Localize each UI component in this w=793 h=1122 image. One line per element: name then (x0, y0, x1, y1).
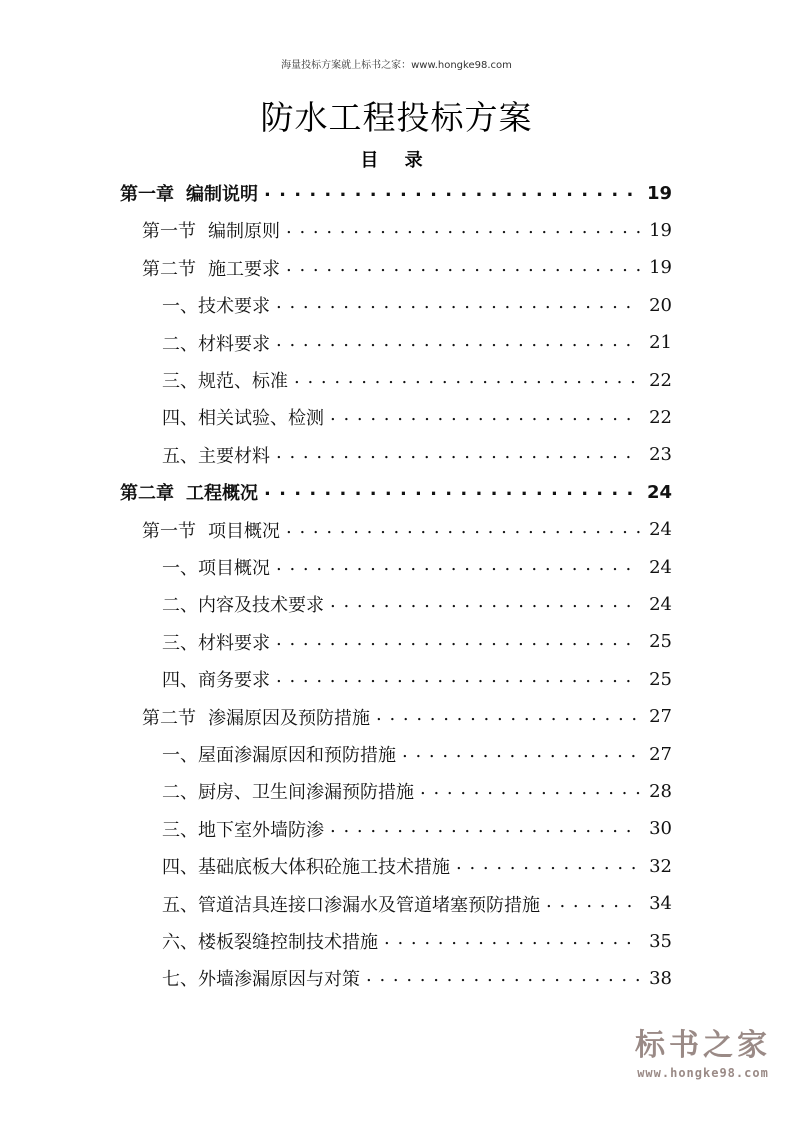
toc-entry-label (162, 816, 324, 842)
toc-entry-label (162, 367, 288, 393)
toc-dot-leader (276, 445, 640, 465)
toc-page-number: 25 (649, 668, 672, 690)
toc-entry[interactable] (162, 586, 672, 622)
toc-entry-label (120, 180, 258, 206)
toc-dot-leader (294, 370, 640, 390)
toc-entry-text: 相关试验、检测 (198, 408, 324, 430)
toc-entry-text: 编制说明 (186, 184, 258, 205)
toc-dot-leader (286, 258, 640, 278)
toc-page-number: 19 (646, 182, 672, 204)
toc-entry-number: 一、 (162, 296, 198, 318)
toc-entry-label (162, 629, 270, 655)
toc-dot-leader (330, 819, 640, 839)
toc-dot-leader (456, 856, 640, 876)
toc-entry-label (162, 330, 270, 356)
toc-entry[interactable] (162, 736, 672, 772)
toc-page-number: 24 (646, 481, 672, 503)
toc-entry-number: 第二节 (142, 707, 196, 729)
toc-page-number: 19 (649, 257, 672, 279)
toc-entry-number: 五、 (162, 445, 198, 467)
toc-page-number: 21 (649, 332, 672, 354)
toc-dot-leader (366, 968, 640, 988)
toc-page-number: 24 (649, 593, 672, 615)
toc-entry-label (162, 554, 270, 580)
toc-entry-number: 第一章 (120, 184, 174, 205)
toc-entry[interactable] (162, 960, 672, 996)
toc-entry-label (162, 442, 270, 468)
toc-page-number: 34 (649, 893, 672, 915)
toc-page-number: 35 (649, 930, 672, 952)
toc-entry-text: 厨房、卫生间渗漏预防措施 (198, 782, 414, 804)
toc-dot-leader (264, 183, 640, 203)
toc-entry-number: 四、 (162, 857, 198, 879)
toc-page-number: 22 (649, 406, 672, 428)
toc-entry-text: 技术要求 (198, 296, 270, 318)
toc-entry-label (162, 891, 540, 917)
toc-page-number: 27 (649, 706, 672, 728)
toc-page-number: 20 (649, 294, 672, 316)
toc-page-number: 30 (649, 818, 672, 840)
toc-entry-number: 四、 (162, 408, 198, 430)
toc-entry-text: 内容及技术要求 (198, 595, 324, 617)
toc-entry-label (142, 517, 280, 543)
toc-entry-text: 项目概况 (198, 558, 270, 579)
toc-entry[interactable] (162, 811, 672, 847)
toc-entry[interactable] (162, 437, 672, 473)
toc-entry-text: 材料要求 (198, 632, 270, 654)
toc-dot-leader (286, 220, 640, 240)
toc-entry-number: 二、 (162, 595, 198, 617)
toc-dot-leader (276, 669, 640, 689)
toc-dot-leader (264, 482, 640, 502)
toc-entry-text: 材料要求 (198, 333, 270, 355)
toc-entry-label (162, 853, 450, 879)
toc-entry-number: 第一节 (142, 520, 196, 542)
brand-watermark (635, 1020, 771, 1080)
toc-entry[interactable] (162, 923, 672, 959)
toc-entry-label (162, 292, 270, 318)
toc-entry[interactable] (142, 212, 672, 248)
toc-entry[interactable] (120, 474, 672, 510)
toc-dot-leader (376, 707, 640, 727)
toc-entry-number: 三、 (162, 819, 198, 841)
toc-entry-number: 二、 (162, 782, 198, 804)
toc-dot-leader (276, 333, 640, 353)
toc-entry-label (162, 741, 396, 767)
toc-entry[interactable] (142, 699, 672, 735)
brand-url: www.hongke98.com (637, 1066, 769, 1080)
toc-entry-text: 渗漏原因及预防措施 (208, 707, 370, 729)
toc-entry-text: 工程概况 (186, 483, 258, 505)
toc-entry-text: 项目概况 (208, 520, 280, 542)
toc-entry[interactable] (162, 287, 672, 323)
header-note: 海量投标方案就上标书之家：www.hongke98.com (281, 60, 512, 71)
document-title: 防水工程投标方案 (260, 98, 533, 137)
toc-page-number: 32 (649, 855, 672, 877)
toc-entry-text: 屋面渗漏原因和预防措施 (198, 745, 396, 766)
toc-entry-text: 规范、标准 (198, 371, 288, 392)
toc-dot-leader (384, 931, 640, 951)
toc-dot-leader (330, 407, 640, 427)
toc-page-number: 27 (649, 743, 672, 765)
toc-entry-number: 四、 (162, 670, 198, 692)
toc-entry[interactable] (162, 661, 672, 697)
toc-page-number: 25 (649, 631, 672, 653)
toc-entry-label (162, 778, 414, 804)
toc-entry-label (120, 479, 258, 505)
toc-entry-label (162, 965, 360, 991)
toc-entry-label (162, 666, 270, 692)
toc-entry-number: 五、 (162, 894, 198, 916)
toc-dot-leader (546, 894, 640, 914)
toc-entry[interactable] (162, 362, 672, 398)
toc-entry-text: 主要材料 (198, 445, 270, 467)
toc-entry-text: 外墙渗漏原因与对策 (198, 969, 360, 991)
toc-entry-number: 一、 (162, 558, 198, 579)
toc-page-number: 28 (649, 780, 672, 802)
toc-entry[interactable] (162, 399, 672, 435)
toc-dot-leader (420, 781, 640, 801)
toc-entry-number: 第二节 (142, 258, 196, 280)
toc-entry-label (142, 217, 280, 243)
toc-dot-leader (330, 594, 640, 614)
toc-entry[interactable] (162, 549, 672, 585)
toc-entry-number: 六、 (162, 932, 198, 953)
toc-page-number: 24 (649, 519, 672, 541)
toc-entry-number: 第二章 (120, 483, 174, 505)
toc-dot-leader (286, 520, 640, 540)
toc-entry[interactable] (162, 624, 672, 660)
toc-entry-label (162, 404, 324, 430)
toc-dot-leader (276, 295, 640, 315)
toc-page-number: 24 (649, 556, 672, 578)
toc-entry-label (142, 255, 280, 281)
toc-entry-label (162, 928, 378, 954)
toc-page-number: 38 (649, 967, 672, 989)
toc-entry-number: 二、 (162, 333, 198, 355)
toc-dot-leader (276, 557, 640, 577)
toc-entry-label (142, 704, 370, 730)
toc-entry[interactable] (162, 886, 672, 922)
toc-entry-number: 第一节 (142, 221, 196, 243)
toc-entry-text: 施工要求 (208, 258, 280, 280)
toc-entry[interactable] (162, 848, 672, 884)
toc-entry-number: 一、 (162, 745, 198, 766)
toc-dot-leader (402, 744, 640, 764)
toc-entry-text: 楼板裂缝控制技术措施 (198, 932, 378, 953)
toc-entry-number: 三、 (162, 632, 198, 654)
toc-page-number: 23 (649, 444, 672, 466)
toc-entry-text: 地下室外墙防渗 (198, 819, 324, 841)
toc-entry[interactable] (120, 175, 672, 211)
toc-dot-leader (276, 632, 640, 652)
toc-page-number: 22 (649, 369, 672, 391)
toc-entry[interactable] (162, 325, 672, 361)
toc-entry-label (162, 591, 324, 617)
toc-entry[interactable] (142, 512, 672, 548)
brand-logo-text: 标书之家 (635, 1028, 771, 1063)
toc-entry-number: 三、 (162, 371, 198, 392)
toc-entry[interactable] (162, 773, 672, 809)
toc-page-number: 19 (649, 219, 672, 241)
toc-entry[interactable] (142, 250, 672, 286)
toc-entry-number: 七、 (162, 969, 198, 991)
toc-entry-text: 编制原则 (208, 221, 280, 243)
toc-entry-text: 管道洁具连接口渗漏水及管道堵塞预防措施 (198, 894, 540, 916)
toc-heading: 目 录 (360, 150, 433, 171)
toc-entry-text: 基础底板大体积砼施工技术措施 (198, 857, 450, 879)
toc-entry-text: 商务要求 (198, 670, 270, 692)
